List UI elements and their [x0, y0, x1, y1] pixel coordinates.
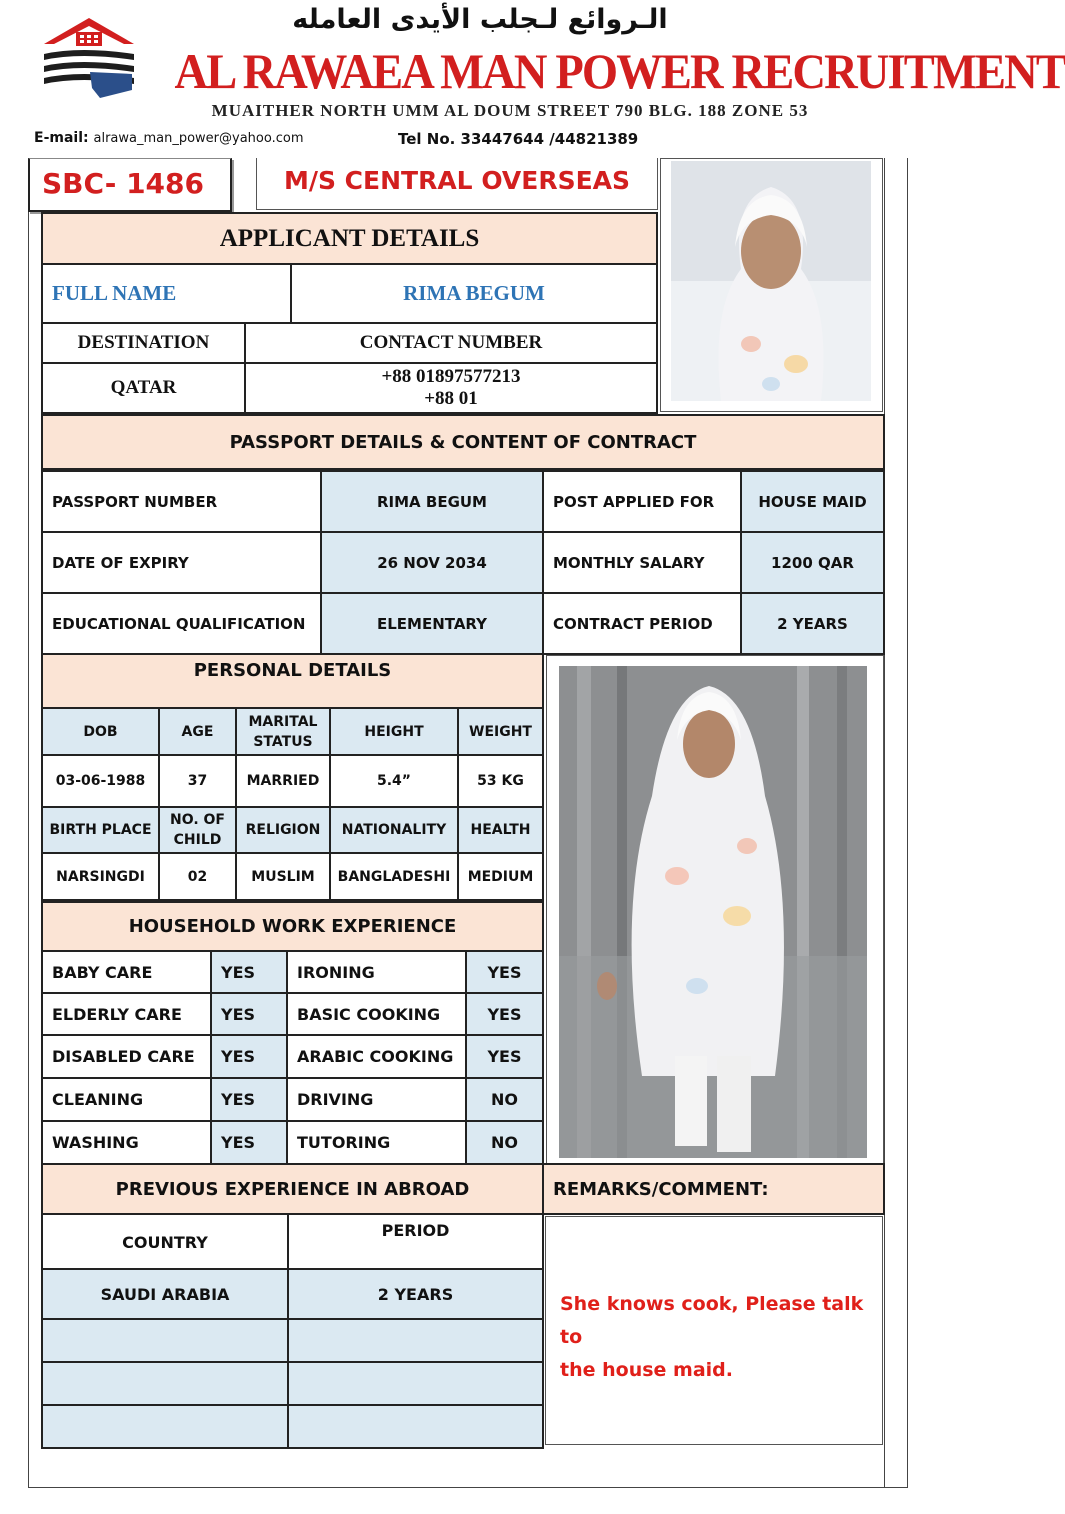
skill-value: NO	[465, 1120, 544, 1165]
skill-label: DRIVING	[286, 1077, 467, 1122]
full-name-label: FULL NAME	[41, 263, 292, 324]
post-applied-value: HOUSE MAID	[740, 470, 885, 533]
skill-value: YES	[465, 1034, 544, 1079]
skill-label: WASHING	[41, 1120, 212, 1165]
nationality-label: NATIONALITY	[329, 806, 459, 854]
skill-label: ARABIC COOKING	[286, 1034, 467, 1079]
age-label: AGE	[158, 707, 237, 756]
nationality-value: BANGLADESHI	[329, 852, 459, 901]
remarks-heading: REMARKS/COMMENT:	[542, 1163, 885, 1215]
expiry-label: DATE OF EXPIRY	[41, 531, 322, 594]
skill-label: ELDERLY CARE	[41, 992, 212, 1036]
age-value: 37	[158, 754, 237, 808]
applicant-details-heading: APPLICANT DETAILS	[41, 212, 658, 265]
skill-label: BABY CARE	[41, 950, 212, 994]
marital-label-line1: MARITAL	[248, 713, 318, 730]
period-label	[287, 1213, 544, 1270]
company-logo	[40, 14, 138, 102]
arabic-title: الـروائع لـجلب الأيدى العامله	[292, 4, 668, 35]
abroad-experience-heading: PREVIOUS EXPERIENCE IN ABROAD	[41, 1163, 544, 1215]
skill-label: CLEANING	[41, 1077, 212, 1122]
education-value: ELEMENTARY	[320, 592, 544, 655]
dob-value: 03-06-1988	[41, 754, 160, 808]
remarks-text	[560, 1288, 876, 1387]
abroad-empty-cell	[41, 1318, 289, 1363]
abroad-empty-cell	[287, 1318, 544, 1363]
religion-value: MUSLIM	[235, 852, 331, 901]
children-label	[158, 806, 237, 854]
agency-name: M/S CENTRAL OVERSEAS	[283, 166, 631, 195]
abroad-empty-cell	[41, 1404, 289, 1449]
height-value: 5.4”	[329, 754, 459, 808]
monthly-salary-value: 1200 QAR	[740, 531, 885, 594]
health-value: MEDIUM	[457, 852, 544, 901]
email-label: E-mail:	[34, 130, 89, 146]
health-label: HEALTH	[457, 806, 544, 854]
full-body-photo-icon	[547, 656, 883, 1163]
passport-number-label: PASSPORT NUMBER	[41, 470, 322, 533]
expiry-value: 26 NOV 2034	[320, 531, 544, 594]
skill-label: DISABLED CARE	[41, 1034, 212, 1079]
household-experience-heading: HOUSEHOLD WORK EXPERIENCE	[41, 901, 544, 952]
children-label-line1: NO. OF	[170, 812, 225, 828]
applicant-full-photo	[546, 655, 884, 1164]
telephone: Tel No. 33447644 /44821389	[398, 130, 639, 148]
skill-label: TUTORING	[286, 1120, 467, 1165]
education-label: EDUCATIONAL QUALIFICATION	[41, 592, 322, 655]
country-label: COUNTRY	[41, 1213, 289, 1270]
personal-details-heading	[41, 653, 544, 709]
religion-label: RELIGION	[235, 806, 331, 854]
destination-value: QATAR	[41, 362, 246, 414]
period-label-text: PERIOD	[381, 1221, 450, 1240]
skill-value: YES	[210, 1120, 288, 1165]
company-name: AL RAWAEA MAN POWER RECRUITMENT	[174, 43, 1065, 99]
skill-value: YES	[210, 950, 288, 994]
headshot-photo-icon	[661, 159, 882, 411]
skill-value: YES	[210, 992, 288, 1036]
skill-label: IRONING	[286, 950, 467, 994]
abroad-empty-cell	[287, 1404, 544, 1449]
remarks-line-1: She knows cook, Please talk to	[560, 1293, 864, 1348]
contract-period-label: CONTRACT PERIOD	[542, 592, 742, 655]
dob-label: DOB	[41, 707, 160, 756]
abroad-empty-cell	[287, 1361, 544, 1406]
marital-status-value: MARRIED	[235, 754, 331, 808]
email-address[interactable]: alrawa_man_power@yahoo.com	[93, 131, 304, 146]
contact-number-2: +88 01	[424, 388, 478, 409]
abroad-empty-cell	[41, 1361, 289, 1406]
marital-label-line2: STATUS	[253, 733, 313, 750]
weight-label: WEIGHT	[457, 707, 544, 756]
children-label-line2: CHILD	[173, 832, 222, 848]
skill-value: YES	[465, 992, 544, 1036]
height-label: HEIGHT	[329, 707, 459, 756]
contact-number-value	[244, 362, 658, 414]
passport-heading: PASSPORT DETAILS & CONTENT OF CONTRACT	[41, 414, 885, 470]
skill-value: YES	[210, 1034, 288, 1079]
contact-number-1: +88 01897577213	[381, 366, 521, 387]
remarks-line-2: the house maid.	[560, 1359, 733, 1381]
frame-right-rule	[884, 158, 885, 1488]
destination-label: DESTINATION	[41, 322, 246, 364]
skill-value: YES	[465, 950, 544, 994]
birth-place-value: NARSINGDI	[41, 852, 160, 901]
email-line	[34, 130, 304, 150]
abroad-period: 2 YEARS	[287, 1268, 544, 1320]
contract-period-value: 2 YEARS	[740, 592, 885, 655]
abroad-country: SAUDI ARABIA	[41, 1268, 289, 1320]
skill-value: NO	[465, 1077, 544, 1122]
applicant-headshot	[660, 158, 883, 412]
company-logo-icon	[40, 14, 138, 102]
personal-details-title: PERSONAL DETAILS	[193, 660, 392, 681]
marital-status-label	[235, 707, 331, 756]
children-value: 02	[158, 852, 237, 901]
birth-place-label: BIRTH PLACE	[41, 806, 160, 854]
passport-number-value: RIMA BEGUM	[320, 470, 544, 533]
monthly-salary-label: MONTHLY SALARY	[542, 531, 742, 594]
contact-number-label: CONTACT NUMBER	[244, 322, 658, 364]
weight-value: 53 KG	[457, 754, 544, 808]
skill-value: YES	[210, 1077, 288, 1122]
skill-label: BASIC COOKING	[286, 992, 467, 1036]
ref-code: SBC- 1486	[42, 167, 204, 200]
company-address: MUAITHER NORTH UMM AL DOUM STREET 790 BLG. 188 ZONE 53	[211, 101, 809, 120]
full-name-value: RIMA BEGUM	[290, 263, 658, 324]
post-applied-label: POST APPLIED FOR	[542, 470, 742, 533]
